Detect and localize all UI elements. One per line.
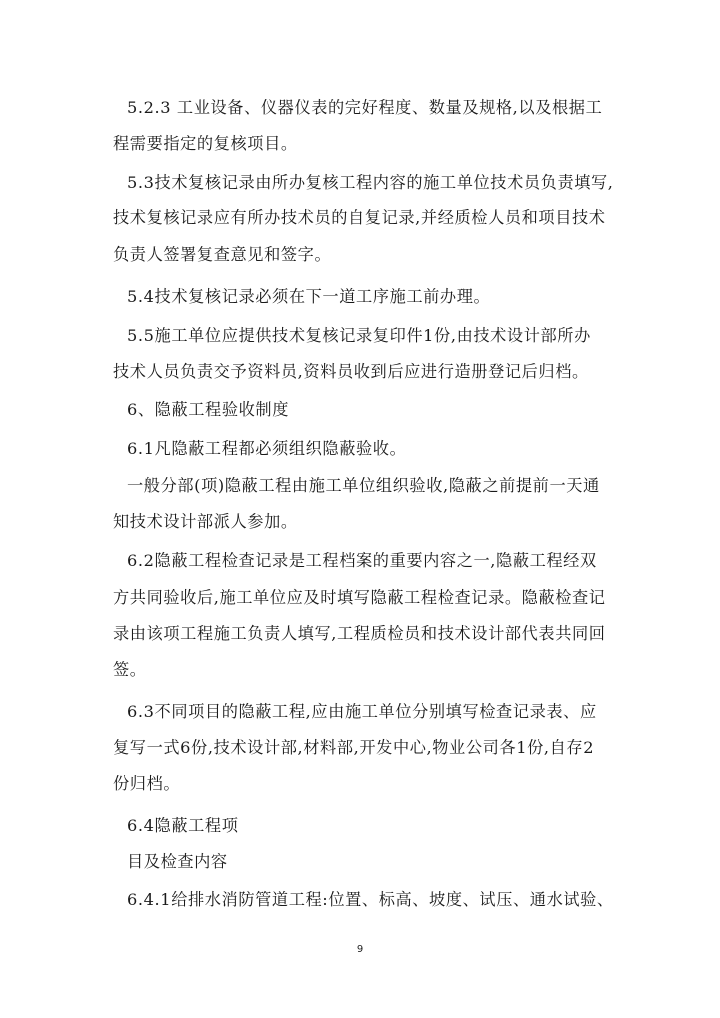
text-line: 一般分部(项)隐蔽工程由施工单位组织验收,隐蔽之前提前一天通 [127, 476, 600, 495]
text-line: 6.4.1给排水消防管道工程:位置、标高、坡度、试压、通水试验、 [127, 890, 614, 909]
text-line: 6.2隐蔽工程检查记录是工程档案的重要内容之一,隐蔽工程经双 [127, 551, 597, 570]
text-line: 签。 [113, 660, 147, 679]
page-number: 9 [356, 944, 364, 955]
text-line: 5.4技术复核记录必须在下一道工序施工前办理。 [127, 287, 491, 306]
text-line: 6.3不同项目的隐蔽工程,应由施工单位分别填写检查记录表、应 [127, 702, 597, 721]
text-line: 知技术设计部派人参加。 [113, 512, 298, 531]
section-heading: 6、隐蔽工程验收制度 [127, 400, 289, 419]
text-line: 6.1凡隐蔽工程都必须组织隐蔽验收。 [127, 439, 407, 458]
text-line: 录由该项工程施工负责人填写,工程质检员和技术设计部代表共同回 [113, 624, 606, 643]
text-line: 负责人签署复查意见和签字。 [113, 245, 332, 264]
text-line: 5.5施工单位应提供技术复核记录复印件1份,由技术设计部所办 [127, 326, 591, 345]
text-line: 复写一式6份,技术设计部,材料部,开发中心,物业公司各1份,自存2 [113, 738, 595, 757]
text-line: 程需要指定的复核项目。 [113, 134, 298, 153]
text-line: 5.2.3 工业设备、仪器仪表的完好程度、数量及规格,以及根据工 [127, 98, 603, 117]
text-line: 方共同验收后,施工单位应及时填写隐蔽工程检查记录。隐蔽检查记 [113, 588, 606, 607]
text-line: 5.3技术复核记录由所办复核工程内容的施工单位技术员负责填写, [127, 173, 614, 192]
text-line: 技术人员负责交予资料员,资料员收到后应进行造册登记后归档。 [113, 362, 589, 381]
text-line: 份归档。 [113, 774, 181, 793]
text-line: 6.4隐蔽工程项 [127, 816, 239, 835]
text-line: 技术复核记录应有所办技术员的自复记录,并经质检人员和项目技术 [113, 208, 606, 227]
text-line: 目及检查内容 [127, 852, 228, 871]
